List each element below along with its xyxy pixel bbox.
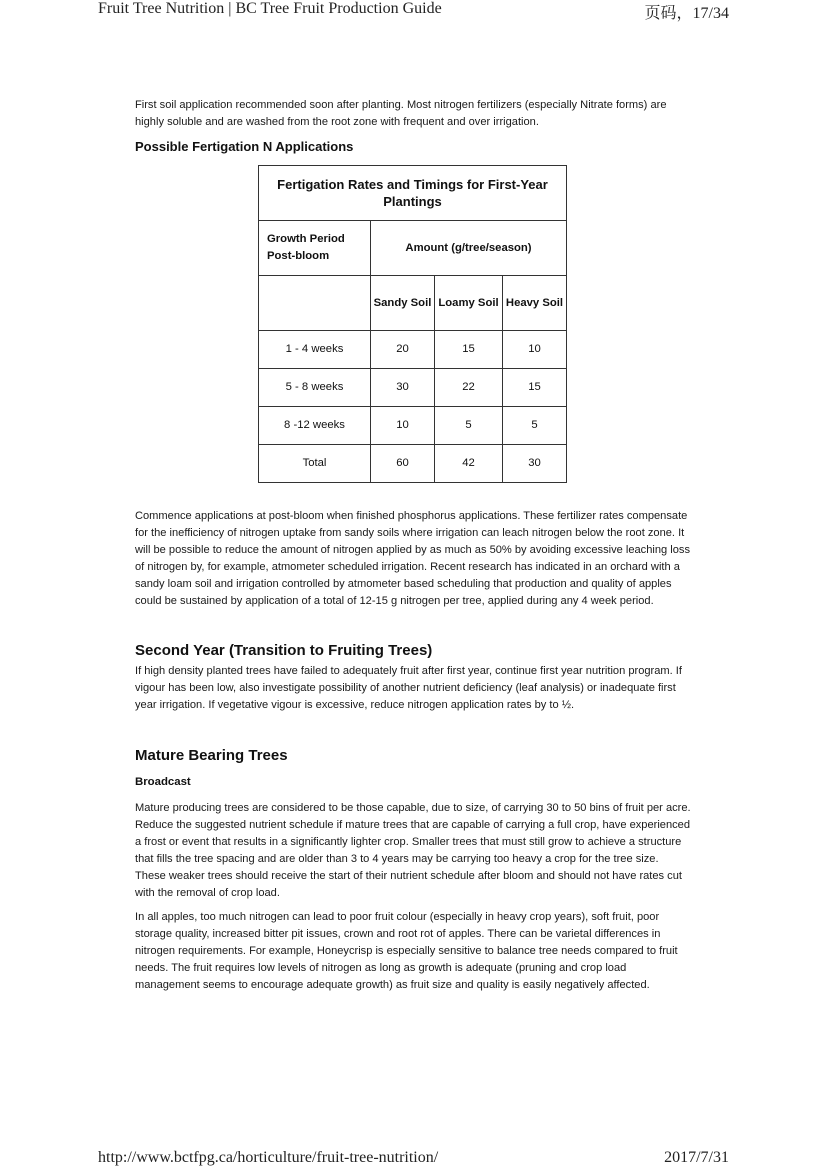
value-cell: 42 [435,445,503,483]
period-cell: Total [259,445,371,483]
column-header: Heavy Soil [503,276,567,331]
table-row [259,369,567,407]
value-cell: 10 [371,407,435,445]
column-header: Sandy Soil [371,276,435,331]
header-title: Fruit Tree Nutrition | BC Tree Fruit Production Guide [98,0,442,17]
second-year-heading: Second Year (Transition to Fruiting Trees) [135,642,433,659]
value-cell: 22 [435,369,503,407]
fertigation-heading: Possible Fertigation N Applications [135,139,354,154]
value-cell: 30 [371,369,435,407]
value-cell: 5 [435,407,503,445]
value-cell: 30 [503,445,567,483]
value-cell: 20 [371,331,435,369]
page-number: 页码，17/34 [644,5,729,22]
value-cell: 15 [503,369,567,407]
table-title: Fertigation Rates and Timings for First-Year Plantings [259,166,567,221]
growth-period-header: Growth Period Post-bloom [259,221,371,276]
column-header: Loamy Soil [435,276,503,331]
intro-paragraph: First soil application recommended soon after planting. Most nitrogen fertilizers (especially Nitrate forms) are highly soluble and are washed from the root zone with frequent and over irrigation. [135,99,667,128]
second-year-paragraph: If high density planted trees have failed to adequately fruit after first year, continue first year nutrition program. If vigour has been low, also investigate possibility of another nutrient deficiency (leaf analysis) or inadequate first year irrigation. If vegetative vigour is excessive, reduce nitrogen application rates by to ½. [135,665,682,711]
value-cell: 5 [503,407,567,445]
table-row [259,407,567,445]
period-cell: 1 - 4 weeks [259,331,371,369]
amount-header: Amount (g/tree/season) [371,221,567,276]
table-row [259,331,567,369]
period-cell: 5 - 8 weeks [259,369,371,407]
footer-url: http://www.bctfpg.ca/horticulture/fruit-tree-nutrition/ [98,1149,439,1166]
value-cell: 15 [435,331,503,369]
mature-paragraph-2: In all apples, too much nitrogen can lead to poor fruit colour (especially in heavy crop years), soft fruit, poor storage quality, increased bitter pit issues, crown and root rot of apples. There can be varietal differences in nitrogen requirements. For example, Honeycrisp is especially sensitive to balance tree needs compared to fruit needs. The fruit requires low levels of nitrogen as long as growth is adequate (pruning and crop load management seems to encourage adequate growth) as fruit size and quality is easily negatively affected. [135,911,678,991]
commence-paragraph: Commence applications at post-bloom when finished phosphorus applications. These fertilizer rates compensate for the inefficiency of nitrogen uptake from sandy soils where irrigation can leach nitrogen below the root zone. It will be possible to reduce the amount of nitrogen applied by as much as 50% by avoiding excessive leaching loss of nitrogen by, for example, atmometer scheduled irrigation. Recent research has indicated in an orchard with a sandy loam soil and irrigation controlled by atmometer based scheduling that production and quality of apples could be sustained by application of a total of 12-15 g nitrogen per tree, applied during any 4 week period. [135,510,691,607]
page-footer [98,1149,729,1167]
main-content [135,97,691,994]
broadcast-subheading: Broadcast [135,776,191,788]
value-cell: 60 [371,445,435,483]
mature-heading: Mature Bearing Trees [135,747,288,764]
mature-paragraph-1: Mature producing trees are considered to be those capable, due to size, of carrying 30 to 50 bins of fruit per acre. Reduce the suggested nutrient schedule if mature trees that are capable of carrying a full crop, have experienced a frost or event that results in a significantly lighter crop. Smaller trees that must still grow to achieve a structure that fills the tree spacing and are older than 3 to 4 years may be carrying too heavy a crop for the tree size. These weaker trees should receive the start of their nutrient schedule after bloom and should not have rates cut with the removal of crop load. [135,802,691,899]
empty-header-cell [259,276,371,331]
page-header [98,0,729,23]
fertigation-table [258,165,567,483]
value-cell: 10 [503,331,567,369]
period-cell: 8 -12 weeks [259,407,371,445]
footer-date: 2017/7/31 [664,1149,729,1166]
table-row-total [259,445,567,483]
